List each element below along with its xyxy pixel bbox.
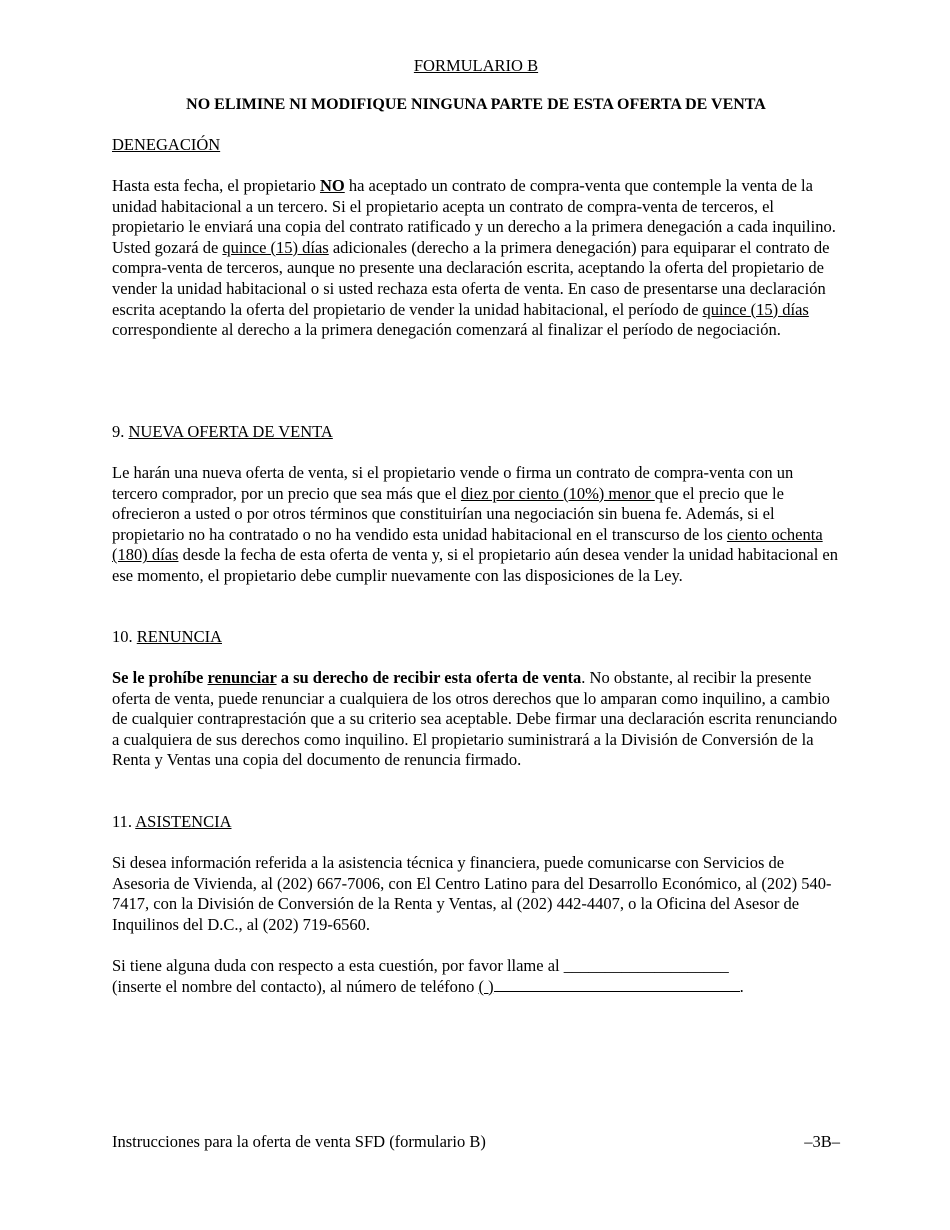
section9-text-3: desde la fecha de esta oferta de venta y, si el propietario aún desea vender la unidad habitacional en ese momento, el propietario debe cumplir nuevamente con las disposiciones de la Ley. xyxy=(112,545,839,585)
contact-line2: (inserte el nombre del contacto), al número de teléfono xyxy=(112,976,479,996)
section9-number: 9. xyxy=(112,422,129,441)
form-title-text: FORMULARIO B xyxy=(413,56,539,75)
denegacion-text-1: Hasta esta fecha, el propietario xyxy=(112,176,320,195)
section10-heading xyxy=(112,627,222,648)
section9-paragraph xyxy=(112,463,840,587)
form-title xyxy=(112,56,840,77)
section9-heading-text: NUEVA OFERTA DE VENTA xyxy=(128,422,333,441)
denegacion-heading xyxy=(112,135,220,156)
denegacion-text-3: adicionales (derecho a la primera denegación) para equiparar el contrato de compra-venta de terceros, aunque no presente una declaración escrita, aceptando la oferta del propietario de vender la unidad habitacional o si usted rechaza esta oferta de venta. En caso de presentarse una declaración escrita aceptando la oferta del propietario de vender la unidad habitacional, el período de xyxy=(112,237,830,319)
denegacion-days-1: quince (15) días xyxy=(222,237,329,257)
section11-number: 11. xyxy=(112,812,136,831)
footer-title: Instrucciones para la oferta de venta SFD (formulario B) xyxy=(112,1132,486,1151)
page-number: –3B– xyxy=(804,1132,840,1151)
section9-text-1: Le harán una nueva oferta de venta, si el propietario vende o firma un contrato de compra-venta con un tercero comprador, por un precio que sea más que el xyxy=(112,463,794,503)
section10-heading-text: RENUNCIA xyxy=(136,627,222,646)
denegacion-text-4: correspondiente al derecho a la primera denegación comenzará al finalizar el período de negociación. xyxy=(112,320,781,340)
section10-bold-underlined: renunciar xyxy=(207,668,277,687)
contact-name-blank[interactable]: ____________________ xyxy=(563,956,729,975)
contact-line1: Si tiene alguna duda con respecto a esta cuestión, por favor llame al xyxy=(112,956,564,975)
section10-bold-1: Se le prohíbe xyxy=(112,668,208,687)
section11-paragraph: Si desea información referida a la asistencia técnica y financiera, puede comunicarse con Servicios de Asesoria de Vivienda, al (202) 667-7006, con El Centro Latino para del Desarrollo Económico, al (202) 540-7417, con la División de Conversión de la Renta y Ventas, al (202) 442-4407, o la Oficina del Asesor de Inquilinos del D.C., al (202) 719-6560. xyxy=(112,853,832,934)
section9-text-2: que el precio que le ofrecieron a usted o por otros términos que constituirían una negociación sin buena fe. Además, si el propietario no ha contratado o no ha vendido esta unidad habitacional en el transcurso de los xyxy=(112,483,784,544)
section9-days: ciento ochenta (180) días xyxy=(112,524,823,565)
denegacion-no-emphasis: NO xyxy=(319,176,345,195)
denegacion-days-2: quince (15) días xyxy=(702,299,809,319)
section11-heading-text: ASISTENCIA xyxy=(135,812,232,831)
denegacion-paragraph xyxy=(112,176,840,341)
section10-text: . No obstante, al recibir la presente oferta de venta, puede renunciar a cualquiera de los otros derechos que lo amparan como inquilino, a cambio de cualquier contraprestación que a su criterio sea aceptable. Debe firmar una declaración escrita renunciando a cualquiera de sus derechos como inquilino. El propietario suministrará a la División de Conversión de la Renta y Ventas una copia del documento de renuncia firmado. xyxy=(112,668,838,770)
section10-paragraph xyxy=(112,668,840,771)
denegacion-text-2: ha aceptado un contrato de compra-venta que contemple la venta de la unidad habitacional a un tercero. Si el propietario acepta un contrato de compra-venta de terceros, el propietario le enviará una copia del contrato ratificado y un derecho a la primera denegación a cada inquilino. Usted gozará de xyxy=(112,176,836,257)
section9-heading xyxy=(112,422,333,443)
warning-heading: NO ELIMINE NI MODIFIQUE NINGUNA PARTE DE ESTA OFERTA DE VENTA xyxy=(186,96,766,113)
contact-paragraph xyxy=(112,956,840,997)
section10-bold-2: a su derecho de recibir esta oferta de venta xyxy=(276,668,582,687)
phone-area-code-blank[interactable]: ( ) xyxy=(478,976,494,996)
phone-number-blank[interactable] xyxy=(494,977,740,992)
section11-heading xyxy=(112,812,232,833)
denegacion-heading-text: DENEGACIÓN xyxy=(112,135,221,154)
section10-number: 10. xyxy=(112,627,137,646)
contact-end-period: . xyxy=(739,976,744,996)
page-footer xyxy=(112,1132,840,1153)
section9-percent: diez por ciento (10%) menor xyxy=(460,483,655,503)
